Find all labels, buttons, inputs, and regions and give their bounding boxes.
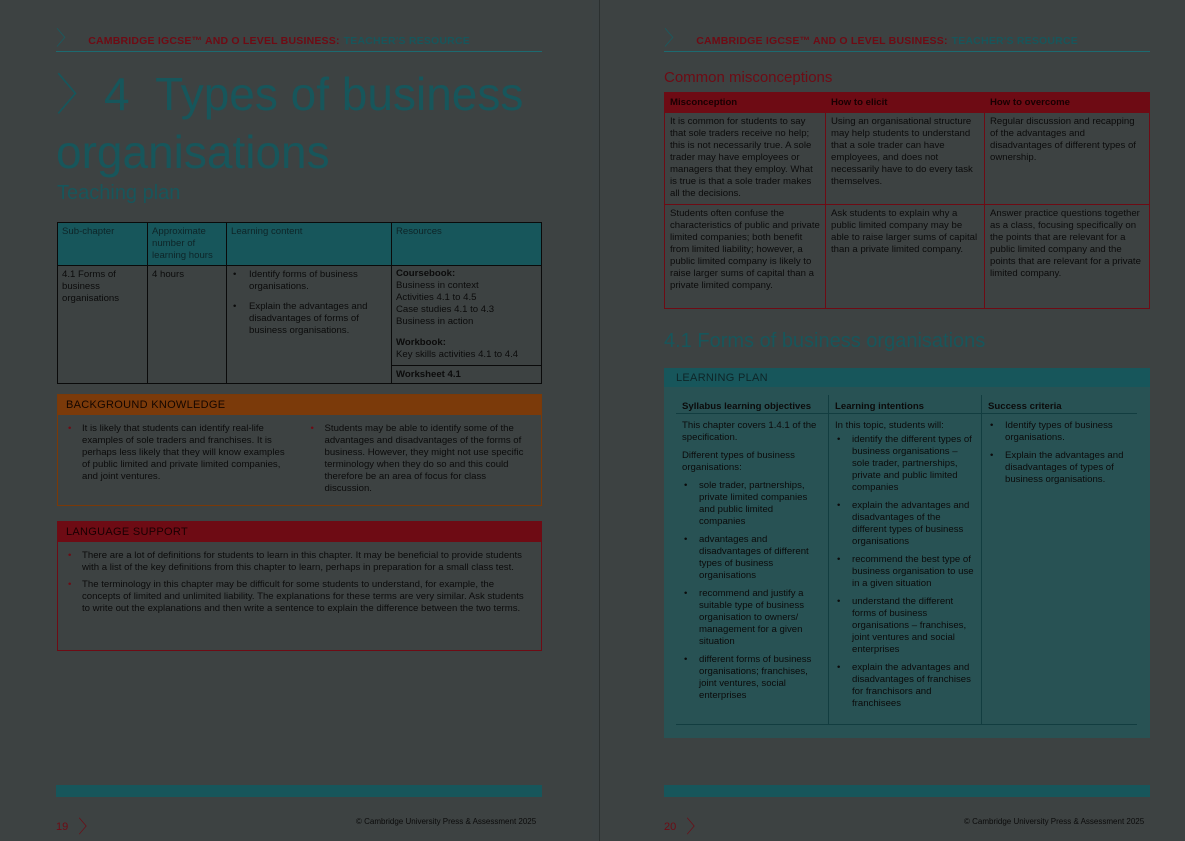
- table-cell: It is common for students to say that sole traders receive no help; this is not necessarily true. A sole trader may have employees or managers that they employ. What is true is that a sole trader makes all the decisions.: [665, 113, 826, 205]
- list-item: • Explain the advantages and disadvantages of forms of business organisations.: [231, 301, 387, 337]
- misconceptions-title: Common misconceptions: [664, 69, 833, 86]
- list-item: • Students may be able to identify some of the advantages and disadvantages of the forms of business. However, they might not use specific terminology when they do so and this could therefore be an area of focus for class discussion.: [309, 423, 534, 495]
- table-header: Resources: [392, 223, 542, 266]
- background-knowledge-box: [57, 394, 542, 506]
- list-item: • identify the different types of business organisations – sole trader, partnerships, private and public limited companies: [835, 434, 975, 494]
- intentions-intro: In this topic, students will:: [835, 420, 944, 431]
- table-header: How to elicit: [826, 93, 985, 113]
- hours-cell: 4 hours: [148, 266, 227, 384]
- misconceptions-table: [664, 92, 1150, 309]
- list-item: • recommend and justify a suitable type of business organisation to owners/ management for a given situation: [682, 588, 822, 648]
- teaching-plan-table: [57, 222, 542, 384]
- chevron-right-icon: 〉: [78, 817, 97, 837]
- chevron-right-icon: 〉: [56, 27, 77, 50]
- list-item: • different forms of business organisations; franchises, joint ventures, social enterprises: [682, 654, 822, 702]
- table-header: Sub-chapter: [58, 223, 148, 266]
- list-item: • It is likely that students can identify real-life examples of sole traders and franchises. It is perhaps less likely that they will know examples of public limited and private limited companies, and joint ventures.: [66, 423, 291, 483]
- right-page: [600, 0, 1185, 841]
- sub-chapter-cell: 4.1 Forms of business organisations: [58, 266, 148, 384]
- list-item: • explain the advantages and disadvantages of franchises for franchisors and franchisees: [835, 662, 975, 710]
- resource-type: TEACHER'S RESOURCE: [951, 34, 1078, 47]
- objectives-column: [676, 395, 829, 724]
- column-header: Success criteria: [982, 395, 1137, 414]
- running-head: [56, 27, 542, 52]
- worksheet-label: Worksheet 4.1: [396, 369, 461, 380]
- table-header: Learning content: [227, 223, 392, 266]
- copyright: © Cambridge University Press & Assessment 2025: [356, 817, 537, 826]
- language-support-box: [57, 521, 542, 651]
- left-page: [0, 0, 592, 841]
- series-name: CAMBRIDGE IGCSE™ AND O LEVEL BUSINESS:: [88, 34, 340, 47]
- page-number-text: 19: [56, 821, 69, 833]
- chapter-title: [56, 66, 576, 180]
- resources-cell: [392, 266, 542, 384]
- table-cell: Using an organisational structure may help students to understand that a sole trader can have employees, and does not necessarily have to do every task themselves.: [826, 113, 985, 205]
- section-title: 4.1 Forms of business organisations: [664, 330, 986, 352]
- chapter-title-line1: Types of business: [155, 68, 524, 120]
- table-header: Approximate number of learning hours: [148, 223, 227, 266]
- footer-bar: [664, 785, 1150, 797]
- coursebook-item: Business in context: [396, 280, 479, 291]
- chevron-right-icon: 〉: [664, 27, 685, 50]
- language-support-title: LANGUAGE SUPPORT: [58, 522, 541, 542]
- workbook-item: Key skills activities 4.1 to 4.4: [396, 349, 519, 360]
- chapter-title-line2: organisations: [56, 126, 330, 178]
- table-cell: Ask students to explain why a public limited company may be able to raise larger sums of capital than a private limited company.: [826, 205, 985, 309]
- list-item: • explain the advantages and disadvantages of the different types of business organisations: [835, 500, 975, 548]
- series-name: CAMBRIDGE IGCSE™ AND O LEVEL BUSINESS:: [696, 34, 948, 47]
- coursebook-item: Case studies 4.1 to 4.3: [396, 304, 495, 315]
- list-item: • Identify types of business organisations.: [988, 420, 1131, 444]
- list-item: • Identify forms of business organisations.: [231, 269, 387, 293]
- page-number-text: 20: [664, 821, 677, 833]
- learning-content-cell: [227, 266, 392, 384]
- column-header: Learning intentions: [829, 395, 981, 414]
- background-knowledge-title: BACKGROUND KNOWLEDGE: [58, 395, 541, 415]
- criteria-column: [982, 395, 1137, 724]
- teaching-plan-heading: Teaching plan: [57, 182, 181, 204]
- table-cell: Regular discussion and recapping of the advantages and disadvantages of different types of ownership.: [985, 113, 1150, 205]
- table-header: Misconception: [665, 93, 826, 113]
- chevron-right-icon: 〉: [56, 71, 100, 120]
- table-row: [665, 113, 1150, 205]
- intentions-column: [829, 395, 982, 724]
- list-item: • sole trader, partnerships, private limited companies and public limited companies: [682, 480, 822, 528]
- resource-type: TEACHER'S RESOURCE: [343, 34, 470, 47]
- running-head: [664, 27, 1150, 52]
- list-item: • Explain the advantages and disadvantages of types of business organisations.: [988, 450, 1131, 486]
- objectives-intro: This chapter covers 1.4.1 of the specification.: [682, 420, 817, 443]
- column-header: Syllabus learning objectives: [676, 395, 828, 414]
- objectives-intro: Different types of business organisations:: [682, 450, 795, 473]
- coursebook-item: Business in action: [396, 316, 474, 327]
- coursebook-label: Coursebook:: [396, 268, 456, 279]
- coursebook-item: Activities 4.1 to 4.5: [396, 292, 477, 303]
- chevron-right-icon: 〉: [686, 817, 705, 837]
- table-cell: Answer practice questions together as a class, focusing specifically on the points that are relevant for a public limited company and the points that are relevant for a private limited company.: [985, 205, 1150, 309]
- table-row: [665, 205, 1150, 309]
- list-item: • understand the different forms of business organisations – franchises, joint ventures and social enterprises: [835, 596, 975, 656]
- chapter-number: 4: [104, 68, 130, 120]
- table-row: [58, 266, 542, 384]
- list-item: • The terminology in this chapter may be difficult for some students to understand, for example, the concepts of limited and unlimited liability. The explanations for these terms are very similar. Ask students to write out the explanations and then write a sentence to explain the difference between the two terms.: [66, 579, 533, 615]
- footer-bar: [56, 785, 542, 797]
- list-item: • advantages and disadvantages of different types of business organisations: [682, 534, 822, 582]
- table-cell: Students often confuse the characteristics of public and private limited companies; both benefit from limited liability; however, a public limited company is likely to raise larger sums of capital than a private limited company.: [665, 205, 826, 309]
- page-number: [56, 814, 96, 840]
- page-number: [664, 814, 704, 840]
- workbook-label: Workbook:: [396, 337, 446, 348]
- learning-plan-title: LEARNING PLAN: [664, 368, 1150, 387]
- list-item: • There are a lot of definitions for students to learn in this chapter. It may be beneficial to provide students with a list of the key definitions from this chapter to learn, perhaps in preparation for a small class test.: [66, 550, 533, 574]
- table-header: How to overcome: [985, 93, 1150, 113]
- learning-plan-box: [664, 368, 1150, 738]
- list-item: • recommend the best type of business organisation to use in a given situation: [835, 554, 975, 590]
- copyright: © Cambridge University Press & Assessment 2025: [964, 817, 1145, 826]
